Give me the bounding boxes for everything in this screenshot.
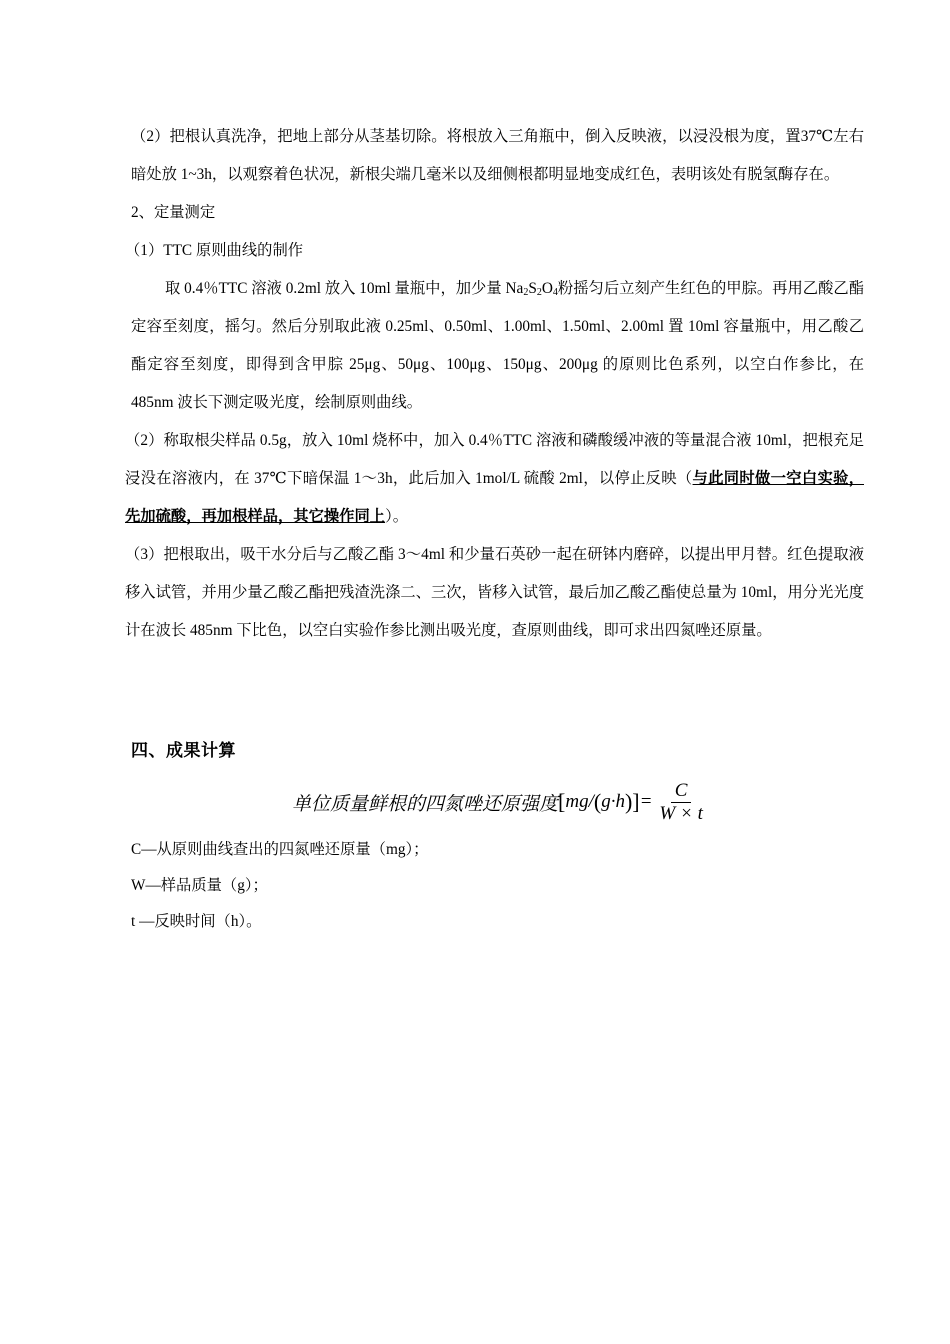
formula-equals: =: [639, 791, 653, 812]
formula-unit-h: h: [615, 791, 625, 812]
formula-dot: ·: [610, 791, 616, 812]
heading-quantitative: 2、定量测定: [131, 204, 216, 221]
formula-denominator: W × t: [659, 802, 703, 824]
definition-w: W—样品质量（g）；: [131, 877, 268, 894]
formula-fraction: [655, 781, 706, 824]
subscript: 4: [552, 287, 558, 298]
text-span: 粉摇匀后立刻产生红色的甲腙。再用乙酸乙酯定容至刻度，摇匀。然后分别取此液 0.25ml、0.50ml、1.00ml、1.50ml、2.00ml 置 10ml 容量瓶中，用乙酸乙酯定容至刻度，即得到含甲腙 25μg、50μg、100μg、150μg、200μg 的原则比色系列，以空白作参比，在 485nm 波长下测定吸光度，绘制原则曲线。: [131, 280, 864, 411]
text-span: 取 0.4％TTC 溶液 0.2ml 放入 10ml 量瓶中，加少量 Na: [165, 280, 524, 297]
formula-bracket-open: [: [558, 789, 566, 814]
paragraph-qualitative-step2: （2）把根认真洗净，把地上部分从茎基切除。将根放入三角瓶中，倒入反映液，以浸没根为度，置37℃左右暗处放 1~3h，以观察着色状况，新根尖端几毫米以及细侧根都明显地变成红色，表明该处有脱氢酶存在。: [131, 128, 864, 183]
formula-numerator: C: [671, 781, 692, 803]
formula-unit-mg: mg: [565, 791, 589, 812]
variable-definitions: [131, 832, 428, 940]
formula-paren-open: (: [593, 789, 602, 814]
formula-slash: /: [588, 791, 594, 812]
highlighted-note: 与此同时做一空白实验，先加硫酸，再加根样品，其它操作同上: [125, 470, 864, 525]
calculation-formula: [292, 778, 707, 826]
formula-paren-close: ): [624, 789, 633, 814]
text-span: O: [541, 280, 553, 297]
paragraph-standard-curve: [131, 270, 864, 422]
formula-unit-g: g: [601, 791, 611, 812]
method-body: [125, 118, 864, 650]
paragraph-sample-step2: [125, 422, 864, 536]
definition-t: t —反映时间（h）。: [131, 913, 262, 930]
paragraph-sample-step3: （3）把根取出，吸干水分后与乙酸乙酯 3～4ml 和少量石英砂一起在研钵内磨碎，以提出甲月替。红色提取液移入试管，并用少量乙酸乙酯把残渣洗涤二、三次，皆移入试管，最后加乙酸乙酯使总量为 10ml，用分光光度计在波长 485nm 下比色，以空白实验作参比测出吸光度，查原则曲线，即可求出四氮唑还原量。: [125, 546, 864, 639]
text-span: S: [528, 280, 537, 297]
definition-c: C—从原则曲线查出的四氮唑还原量（mg）；: [131, 841, 429, 858]
subscript: 2: [536, 287, 542, 298]
subscript: 2: [523, 287, 529, 298]
subheading-standard-curve: （1）TTC 原则曲线的制作: [125, 242, 304, 259]
formula-label: 单位质量鲜根的四氮唑还原强度: [292, 793, 559, 815]
formula-bracket-close: ]: [632, 789, 640, 814]
text-span: （2）称取根尖样品 0.5g，放入 10ml 烧杯中，加入 0.4％TTC 溶液和磷酸缓冲液的等量混合液 10ml，把根充足浸没在溶液内，在 37℃下暗保温 1～3h，此后加入 1mol/L 硫酸 2ml，以停止反映（: [125, 432, 864, 487]
section-title: 四、成果计算: [131, 741, 236, 761]
text-span: ）。: [385, 508, 409, 525]
